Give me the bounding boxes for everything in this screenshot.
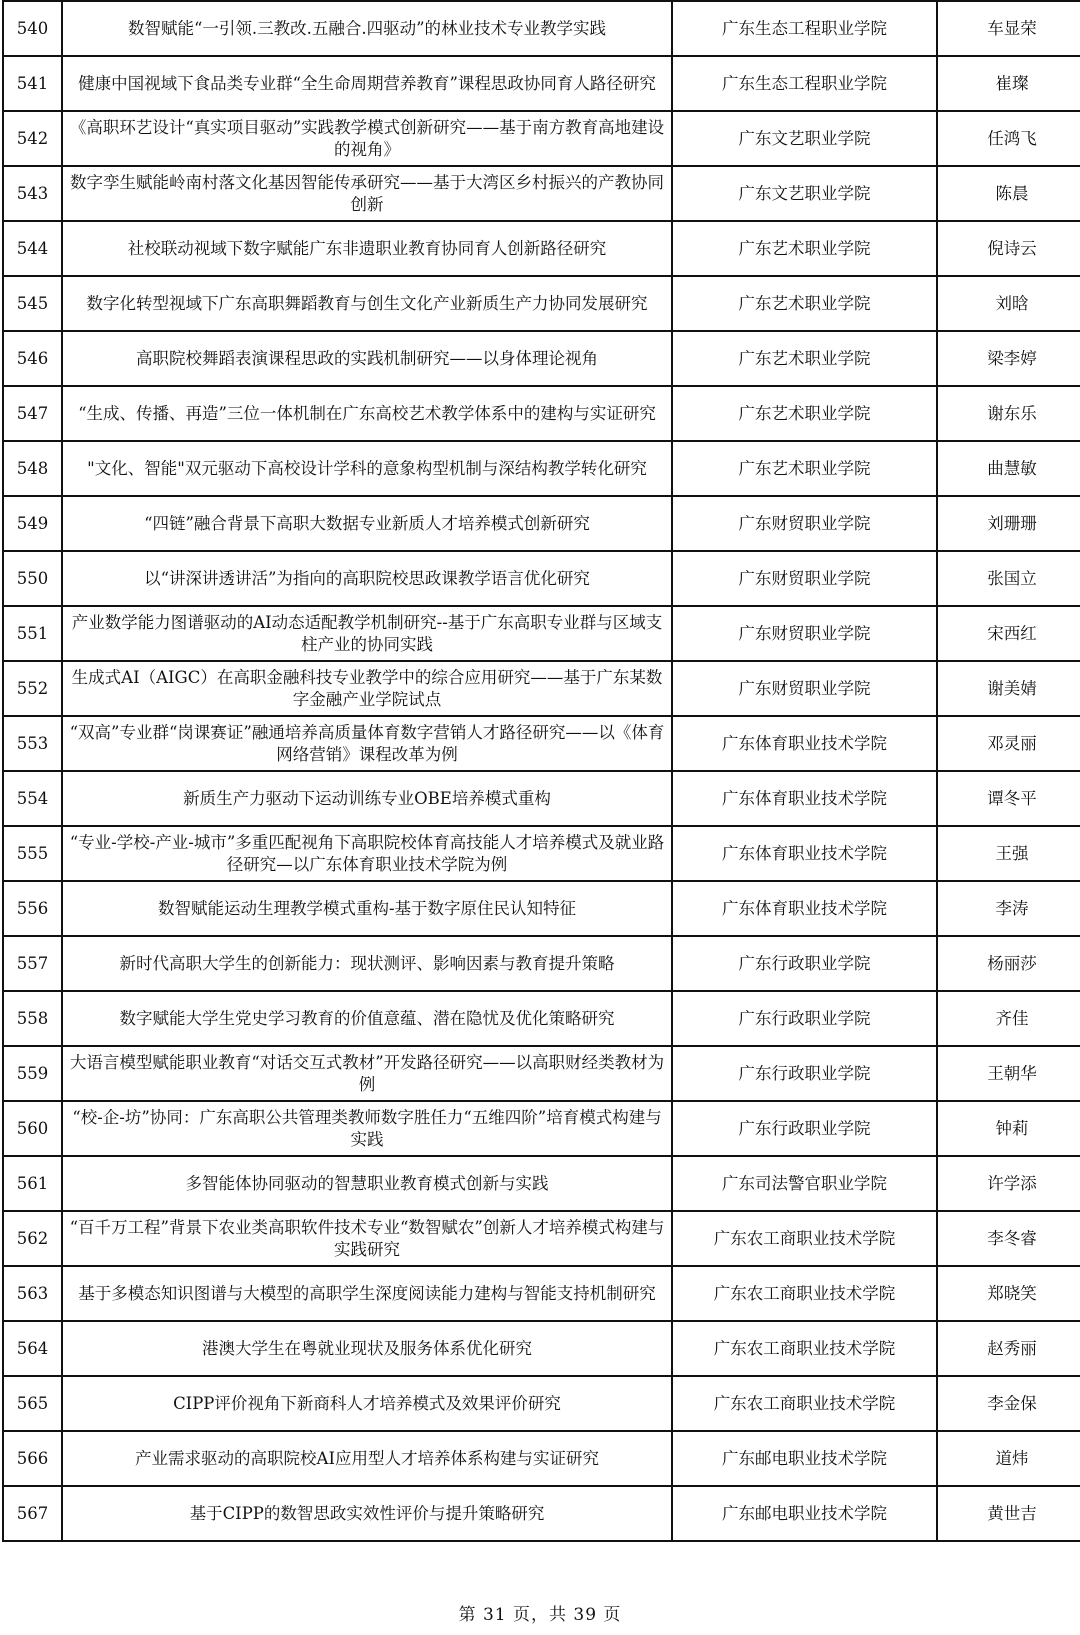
school-name: 广东艺术职业学院 (672, 221, 937, 276)
table-row (3, 1156, 1080, 1211)
row-number: 565 (3, 1376, 62, 1431)
school-name: 广东农工商职业技术学院 (672, 1266, 937, 1321)
project-title: CIPP评价视角下新商科人才培养模式及效果评价研究 (62, 1376, 672, 1431)
project-leader: 王朝华 (937, 1046, 1080, 1101)
row-number: 559 (3, 1046, 62, 1101)
table-row (3, 331, 1080, 386)
table-row (3, 276, 1080, 331)
project-title: 数字化转型视域下广东高职舞蹈教育与创生文化产业新质生产力协同发展研究 (62, 276, 672, 331)
row-number: 561 (3, 1156, 62, 1211)
school-name: 广东邮电职业技术学院 (672, 1486, 937, 1541)
project-title: "文化、智能"双元驱动下高校设计学科的意象构型机制与深结构教学转化研究 (62, 441, 672, 496)
table-row (3, 771, 1080, 826)
row-number: 563 (3, 1266, 62, 1321)
school-name: 广东艺术职业学院 (672, 276, 937, 331)
row-number: 544 (3, 221, 62, 276)
school-name: 广东艺术职业学院 (672, 386, 937, 441)
row-number: 553 (3, 716, 62, 771)
project-leader: 邓灵丽 (937, 716, 1080, 771)
table-row (3, 1431, 1080, 1486)
project-leader: 齐佳 (937, 991, 1080, 1046)
project-leader: 李金保 (937, 1376, 1080, 1431)
project-title: 产业需求驱动的高职院校AI应用型人才培养体系构建与实证研究 (62, 1431, 672, 1486)
project-leader: 张国立 (937, 551, 1080, 606)
row-number: 543 (3, 166, 62, 221)
project-title: 新质生产力驱动下运动训练专业OBE培养模式重构 (62, 771, 672, 826)
row-number: 556 (3, 881, 62, 936)
school-name: 广东体育职业技术学院 (672, 771, 937, 826)
project-title: 数智赋能“一引领.三教改.五融合.四驱动”的林业技术专业教学实践 (62, 1, 672, 56)
project-title: “百千万工程”背景下农业类高职软件技术专业“数智赋农”创新人才培养模式构建与实践研究 (62, 1211, 672, 1266)
school-name: 广东财贸职业学院 (672, 661, 937, 716)
project-leader: 刘珊珊 (937, 496, 1080, 551)
row-number: 564 (3, 1321, 62, 1376)
row-number: 546 (3, 331, 62, 386)
row-number: 545 (3, 276, 62, 331)
row-number: 552 (3, 661, 62, 716)
project-title: 新时代高职大学生的创新能力：现状测评、影响因素与教育提升策略 (62, 936, 672, 991)
school-name: 广东财贸职业学院 (672, 496, 937, 551)
school-name: 广东生态工程职业学院 (672, 1, 937, 56)
table-row (3, 1046, 1080, 1101)
table-row (3, 496, 1080, 551)
project-title: “生成、传播、再造”三位一体机制在广东高校艺术教学体系中的建构与实证研究 (62, 386, 672, 441)
project-title: 多智能体协同驱动的智慧职业教育模式创新与实践 (62, 1156, 672, 1211)
project-leader: 王强 (937, 826, 1080, 881)
table-row (3, 166, 1080, 221)
project-title: 港澳大学生在粤就业现状及服务体系优化研究 (62, 1321, 672, 1376)
table-body (3, 1, 1080, 1541)
project-title: 基于CIPP的数智思政实效性评价与提升策略研究 (62, 1486, 672, 1541)
row-number: 558 (3, 991, 62, 1046)
row-number: 562 (3, 1211, 62, 1266)
project-leader: 谢东乐 (937, 386, 1080, 441)
school-name: 广东体育职业技术学院 (672, 716, 937, 771)
project-leader: 道炜 (937, 1431, 1080, 1486)
table-row (3, 221, 1080, 276)
school-name: 广东体育职业技术学院 (672, 826, 937, 881)
table-row (3, 1, 1080, 56)
project-leader: 任鸿飞 (937, 111, 1080, 166)
page-footer: 第 31 页，共 39 页 (458, 1605, 622, 1625)
project-title: “校-企-坊”协同：广东高职公共管理类教师数字胜任力“五维四阶”培育模式构建与实践 (62, 1101, 672, 1156)
row-number: 566 (3, 1431, 62, 1486)
project-leader: 李冬睿 (937, 1211, 1080, 1266)
project-leader: 陈晨 (937, 166, 1080, 221)
project-leader: 倪诗云 (937, 221, 1080, 276)
table-row (3, 551, 1080, 606)
school-name: 广东农工商职业技术学院 (672, 1321, 937, 1376)
project-title: 生成式AI（AIGC）在高职金融科技专业教学中的综合应用研究——基于广东某数字金融产业学院试点 (62, 661, 672, 716)
school-name: 广东文艺职业学院 (672, 166, 937, 221)
project-leader: 曲慧敏 (937, 441, 1080, 496)
project-title: 健康中国视域下食品类专业群“全生命周期营养教育”课程思政协同育人路径研究 (62, 56, 672, 111)
row-number: 550 (3, 551, 62, 606)
project-leader: 刘晗 (937, 276, 1080, 331)
school-name: 广东艺术职业学院 (672, 331, 937, 386)
project-leader: 崔璨 (937, 56, 1080, 111)
school-name: 广东行政职业学院 (672, 1046, 937, 1101)
school-name: 广东财贸职业学院 (672, 606, 937, 661)
table-row (3, 1266, 1080, 1321)
project-title: “专业-学校-产业-城市”多重匹配视角下高职院校体育高技能人才培养模式及就业路径研究—以广东体育职业技术学院为例 (62, 826, 672, 881)
project-leader: 黄世吉 (937, 1486, 1080, 1541)
project-leader: 宋西红 (937, 606, 1080, 661)
row-number: 547 (3, 386, 62, 441)
school-name: 广东艺术职业学院 (672, 441, 937, 496)
table-row (3, 1486, 1080, 1541)
project-leader: 谭冬平 (937, 771, 1080, 826)
project-list-table (2, 0, 1080, 1542)
table-row (3, 606, 1080, 661)
project-title: 数字孪生赋能岭南村落文化基因智能传承研究——基于大湾区乡村振兴的产教协同创新 (62, 166, 672, 221)
row-number: 540 (3, 1, 62, 56)
project-title: 数字赋能大学生党史学习教育的价值意蕴、潜在隐忧及优化策略研究 (62, 991, 672, 1046)
table-row (3, 111, 1080, 166)
row-number: 555 (3, 826, 62, 881)
school-name: 广东文艺职业学院 (672, 111, 937, 166)
project-title: 《高职环艺设计“真实项目驱动”实践教学模式创新研究——基于南方教育高地建设的视角》 (62, 111, 672, 166)
project-title: 基于多模态知识图谱与大模型的高职学生深度阅读能力建构与智能支持机制研究 (62, 1266, 672, 1321)
row-number: 551 (3, 606, 62, 661)
table-row (3, 716, 1080, 771)
table-row (3, 441, 1080, 496)
project-leader: 李涛 (937, 881, 1080, 936)
project-leader: 钟莉 (937, 1101, 1080, 1156)
project-title: 大语言模型赋能职业教育“对话交互式教材”开发路径研究——以高职财经类教材为例 (62, 1046, 672, 1101)
row-number: 541 (3, 56, 62, 111)
row-number: 567 (3, 1486, 62, 1541)
row-number: 548 (3, 441, 62, 496)
table-row (3, 936, 1080, 991)
project-leader: 梁李婷 (937, 331, 1080, 386)
school-name: 广东体育职业技术学院 (672, 881, 937, 936)
project-leader: 赵秀丽 (937, 1321, 1080, 1376)
school-name: 广东财贸职业学院 (672, 551, 937, 606)
school-name: 广东生态工程职业学院 (672, 56, 937, 111)
row-number: 560 (3, 1101, 62, 1156)
school-name: 广东农工商职业技术学院 (672, 1376, 937, 1431)
school-name: 广东行政职业学院 (672, 1101, 937, 1156)
school-name: 广东邮电职业技术学院 (672, 1431, 937, 1486)
project-leader: 谢美婧 (937, 661, 1080, 716)
table-row (3, 56, 1080, 111)
row-number: 557 (3, 936, 62, 991)
school-name: 广东行政职业学院 (672, 936, 937, 991)
row-number: 549 (3, 496, 62, 551)
school-name: 广东农工商职业技术学院 (672, 1211, 937, 1266)
project-leader: 郑晓笑 (937, 1266, 1080, 1321)
table-row (3, 826, 1080, 881)
school-name: 广东行政职业学院 (672, 991, 937, 1046)
project-title: “四链”融合背景下高职大数据专业新质人才培养模式创新研究 (62, 496, 672, 551)
table-row (3, 1376, 1080, 1431)
table-row (3, 661, 1080, 716)
table-row (3, 386, 1080, 441)
table-row (3, 1211, 1080, 1266)
school-name: 广东司法警官职业学院 (672, 1156, 937, 1211)
project-leader: 杨丽莎 (937, 936, 1080, 991)
row-number: 554 (3, 771, 62, 826)
project-title: 产业数学能力图谱驱动的AI动态适配教学机制研究--基于广东高职专业群与区域支柱产业的协同实践 (62, 606, 672, 661)
project-title: “双高”专业群“岗课赛证”融通培养高质量体育数字营销人才路径研究——以《体育网络营销》课程改革为例 (62, 716, 672, 771)
project-leader: 车显荣 (937, 1, 1080, 56)
project-title: 社校联动视域下数字赋能广东非遗职业教育协同育人创新路径研究 (62, 221, 672, 276)
project-title: 高职院校舞蹈表演课程思政的实践机制研究——以身体理论视角 (62, 331, 672, 386)
table-row (3, 991, 1080, 1046)
table-row (3, 881, 1080, 936)
project-title: 以“讲深讲透讲活”为指向的高职院校思政课教学语言优化研究 (62, 551, 672, 606)
table-row (3, 1321, 1080, 1376)
table-row (3, 1101, 1080, 1156)
project-leader: 许学添 (937, 1156, 1080, 1211)
row-number: 542 (3, 111, 62, 166)
project-title: 数智赋能运动生理教学模式重构-基于数字原住民认知特征 (62, 881, 672, 936)
